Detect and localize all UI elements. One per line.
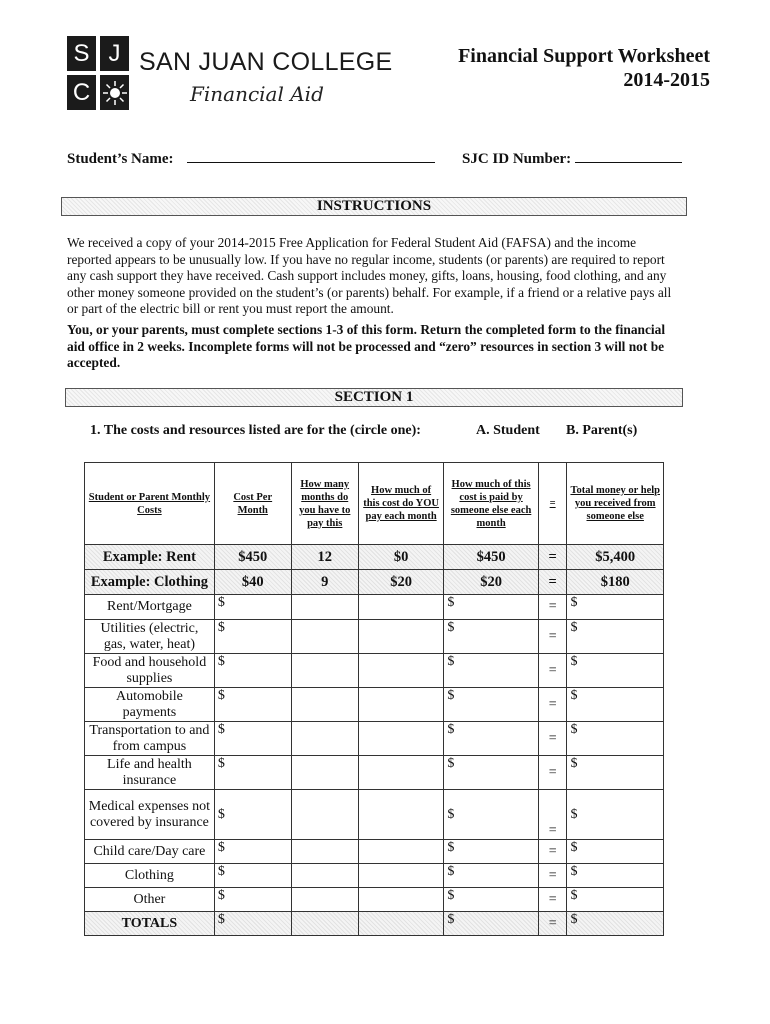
row-label: Life and health insurance [85,756,215,790]
header-cost-per-month: Cost Per Month [214,463,291,545]
document-title [458,44,710,92]
equals-cell: = [538,688,567,722]
total-cell[interactable]: $ [567,620,664,654]
you-pay-cell[interactable] [358,595,444,620]
you-pay-cell[interactable] [358,888,444,912]
example-total: $180 [567,570,664,595]
months-cell[interactable] [291,790,358,840]
table-header-row [85,463,664,545]
table-row [85,864,664,888]
months-cell[interactable] [291,864,358,888]
months-cell[interactable] [291,722,358,756]
equals-cell: = [538,790,567,840]
you-pay-cell[interactable] [358,722,444,756]
total-cell[interactable]: $ [567,722,664,756]
months-cell[interactable] [291,888,358,912]
row-label: Automobile payments [85,688,215,722]
example-you-pay: $0 [358,545,444,570]
college-logo [67,36,131,112]
example-else-pay: $450 [444,545,539,570]
totals-months-cell [291,912,358,936]
else-pay-cell[interactable]: $ [444,840,539,864]
row-label: Child care/Day care [85,840,215,864]
you-pay-cell[interactable] [358,864,444,888]
student-name-field [67,148,435,168]
else-pay-cell[interactable]: $ [444,864,539,888]
total-cell[interactable]: $ [567,864,664,888]
totals-cost-cell[interactable]: $ [214,912,291,936]
equals-cell: = [538,654,567,688]
cost-cell[interactable]: $ [214,840,291,864]
table-row [85,654,664,688]
option-student[interactable]: A. Student [476,423,540,438]
example-row-clothing [85,570,664,595]
title-line-2: 2014-2015 [623,69,710,91]
sjc-id-field [462,148,682,168]
table-row [85,840,664,864]
example-months: 9 [291,570,358,595]
totals-total-cell[interactable]: $ [567,912,664,936]
sun-icon [100,75,129,110]
months-cell[interactable] [291,595,358,620]
cost-cell[interactable]: $ [214,688,291,722]
months-cell[interactable] [291,840,358,864]
title-line-1: Financial Support Worksheet [458,45,710,67]
sjc-id-input-line[interactable] [575,148,682,163]
example-else-pay: $20 [444,570,539,595]
example-months: 12 [291,545,358,570]
you-pay-cell[interactable] [358,654,444,688]
header-total: Total money or help you received from someone else [567,463,664,545]
table-row [85,722,664,756]
you-pay-cell[interactable] [358,756,444,790]
student-name-label: Student’s Name: [67,151,174,167]
you-pay-cell[interactable] [358,620,444,654]
equals-cell: = [538,620,567,654]
table-row [85,888,664,912]
else-pay-cell[interactable]: $ [444,722,539,756]
equals-cell: = [538,595,567,620]
total-cell[interactable]: $ [567,888,664,912]
table-row [85,756,664,790]
equals-cell: = [538,840,567,864]
instructions-bold-paragraph: You, or your parents, must complete sections 1-3 of this form. Return the completed form to the financial aid office in 2 weeks. Incomplete forms will not be processed and “zero” resources in section 3 will not be accepted. [67,322,666,370]
logo-letter-j: J [100,36,129,71]
student-name-input-line[interactable] [187,148,435,163]
months-cell[interactable] [291,620,358,654]
cost-cell[interactable]: $ [214,790,291,840]
sjc-id-label: SJC ID Number: [462,151,572,167]
row-label: Food and household supplies [85,654,215,688]
example-cost: $450 [214,545,291,570]
cost-cell[interactable]: $ [214,595,291,620]
total-cell[interactable]: $ [567,756,664,790]
else-pay-cell[interactable]: $ [444,790,539,840]
example-equals: = [538,545,567,570]
total-cell[interactable]: $ [567,595,664,620]
total-cell[interactable]: $ [567,840,664,864]
equals-cell: = [538,888,567,912]
table-row [85,790,664,840]
equals-cell: = [538,756,567,790]
row-label: Transportation to and from campus [85,722,215,756]
row-label: Clothing [85,864,215,888]
totals-else-pay-cell[interactable]: $ [444,912,539,936]
cost-cell[interactable]: $ [214,756,291,790]
else-pay-cell[interactable]: $ [444,756,539,790]
row-label: Medical expenses not covered by insurance [85,790,215,840]
equals-cell: = [538,722,567,756]
you-pay-cell[interactable] [358,840,444,864]
table-row [85,620,664,654]
else-pay-cell[interactable]: $ [444,654,539,688]
college-name: SAN JUAN COLLEGE [139,48,393,76]
totals-row [85,912,664,936]
header-you-pay: How much of this cost do YOU pay each month [358,463,444,545]
logo-letter-s: S [67,36,96,71]
section1-banner: SECTION 1 [65,388,683,407]
else-pay-cell[interactable]: $ [444,595,539,620]
example-equals: = [538,570,567,595]
cost-cell[interactable]: $ [214,620,291,654]
section1-question: 1. The costs and resources listed are for the (circle one): [90,423,421,438]
totals-label: TOTALS [85,912,215,936]
header-equals: = [538,463,567,545]
total-cell[interactable]: $ [567,654,664,688]
you-pay-cell[interactable] [358,688,444,722]
option-parents[interactable]: B. Parent(s) [566,423,638,438]
header-else-pays: How much of this cost is paid by someone else each month [444,463,539,545]
total-cell[interactable]: $ [567,790,664,840]
table-row [85,688,664,722]
row-label: Utilities (electric, gas, water, heat) [85,620,215,654]
else-pay-cell[interactable]: $ [444,620,539,654]
instructions-banner: INSTRUCTIONS [61,197,687,216]
else-pay-cell[interactable]: $ [444,888,539,912]
cost-table [84,462,664,936]
sun-rays-icon [102,80,128,106]
equals-cell: = [538,864,567,888]
row-label: Rent/Mortgage [85,595,215,620]
financial-aid-subtitle: Financial Aid [190,82,324,106]
row-label: Other [85,888,215,912]
example-row-rent [85,545,664,570]
example-total: $5,400 [567,545,664,570]
example-you-pay: $20 [358,570,444,595]
example-cost: $40 [214,570,291,595]
header-months: How many months do you have to pay this [291,463,358,545]
cost-cell[interactable]: $ [214,722,291,756]
you-pay-cell[interactable] [358,790,444,840]
else-pay-cell[interactable]: $ [444,688,539,722]
logo-letter-c: C [67,75,96,110]
cost-cell[interactable]: $ [214,864,291,888]
header-monthly-costs: Student or Parent Monthly Costs [85,463,215,545]
example-label: Example: Clothing [85,570,215,595]
total-cell[interactable]: $ [567,688,664,722]
example-label: Example: Rent [85,545,215,570]
cost-cell[interactable]: $ [214,654,291,688]
table-row [85,595,664,620]
instructions-paragraph: We received a copy of your 2014-2015 Free Application for Federal Student Aid (FAFSA) and the income reported appears to be unusually low. If you have no regular income, students (or parents) are required to report any cash support they have received. Cash support includes money, gifts, loans, housing, food clothing, and any other money someone provided on the student’s (or parents) behalf. For example, if a friend or a relative pays all or part of the electric bill or rent you must report the amount. [67,235,672,316]
months-cell[interactable] [291,756,358,790]
totals-you-pay-cell [358,912,444,936]
months-cell[interactable] [291,688,358,722]
cost-cell[interactable]: $ [214,888,291,912]
totals-equals-cell: = [538,912,567,936]
months-cell[interactable] [291,654,358,688]
